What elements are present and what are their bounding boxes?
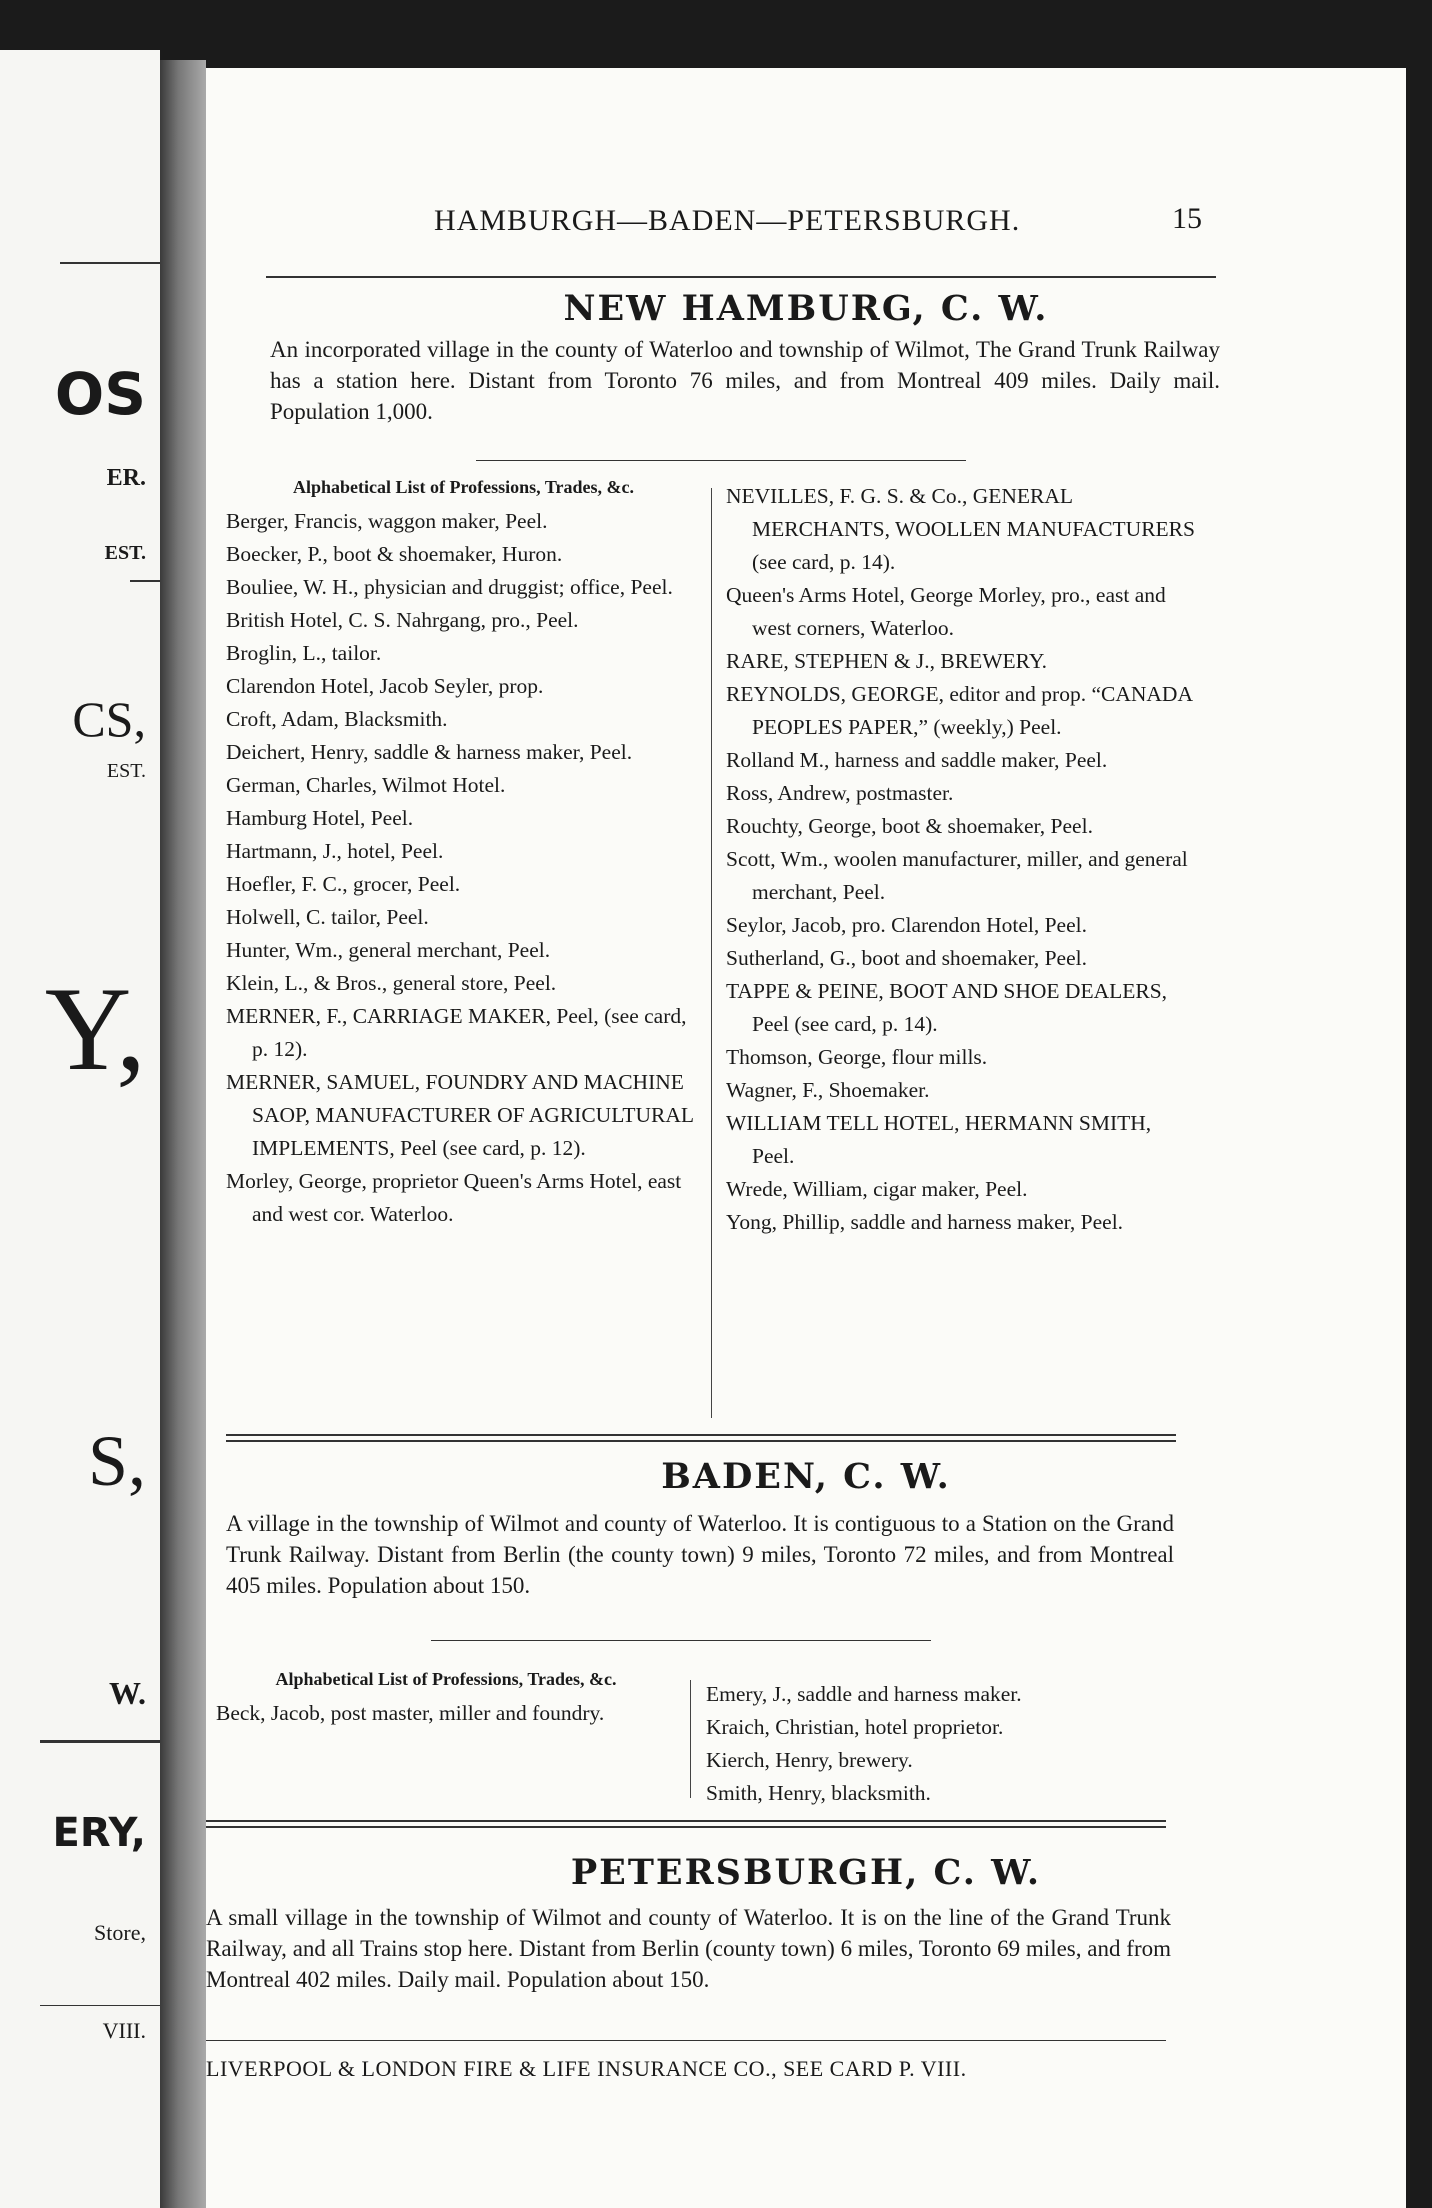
directory-entry: Holwell, C. tailor, Peel. (226, 905, 429, 929)
list-heading: Alphabetical List of Professions, Trades, &c. (293, 477, 634, 497)
directory-entry: Sutherland, G., boot and shoemaker, Peel. (726, 946, 1087, 970)
directory-entry: Beck, Jacob, post master, miller and foundry. (216, 1701, 605, 1725)
section-rule (476, 460, 966, 461)
left-fragment: OS (54, 360, 146, 428)
directory-entry: Emery, J., saddle and harness maker. (706, 1682, 1022, 1706)
new-hamburg-right-column (726, 480, 1196, 1239)
left-fragment: ER. (106, 465, 146, 491)
directory-entry: NEVILLES, F. G. S. & Co., GENERAL MERCHANTS, WOOLLEN MANUFACTURERS (see card, p. 14). (726, 484, 1195, 574)
directory-entry: German, Charles, Wilmot Hotel. (226, 773, 506, 797)
baden-left-column (216, 1668, 676, 1730)
directory-entry: Wrede, William, cigar maker, Peel. (726, 1177, 1028, 1201)
directory-entry: Thomson, George, flour mills. (726, 1045, 988, 1069)
directory-entry: Smith, Henry, blacksmith. (706, 1781, 931, 1805)
left-fragment: ERY, (52, 1810, 146, 1856)
left-page-rule (130, 580, 160, 582)
directory-entry: Broglin, L., tailor. (226, 641, 382, 665)
section-divider (206, 1820, 1166, 1828)
directory-entry: Kierch, Henry, brewery. (706, 1748, 913, 1772)
directory-entry: Deichert, Henry, saddle & harness maker, Peel. (226, 740, 633, 764)
directory-entry: Wagner, F., Shoemaker. (726, 1078, 930, 1102)
directory-entry: Berger, Francis, waggon maker, Peel. (226, 509, 548, 533)
list-heading: Alphabetical List of Professions, Trades, &c. (275, 1669, 617, 1689)
section-divider (226, 1434, 1176, 1442)
directory-entry: WILLIAM TELL HOTEL, HERMANN SMITH, Peel. (726, 1111, 1152, 1168)
footer-rule (206, 2040, 1166, 2041)
left-fragment: VIII. (102, 2018, 146, 2043)
directory-entry: Bouliee, W. H., physician and druggist; office, Peel. (226, 575, 673, 599)
directory-entry: MERNER, SAMUEL, FOUNDRY AND MACHINE SAOP, MANUFACTURER OF AGRICULTURAL IMPLEMENTS, Peel (see card, p. 12). (226, 1070, 694, 1160)
directory-entry: Croft, Adam, Blacksmith. (226, 707, 448, 731)
directory-entry: Rolland M., harness and saddle maker, Peel. (726, 748, 1108, 772)
directory-entry: British Hotel, C. S. Nahrgang, pro., Peel. (226, 608, 579, 632)
section-title-petersburgh: PETERSBURGH, C. W. (570, 1852, 1042, 1893)
directory-entry: Ross, Andrew, postmaster. (726, 781, 954, 805)
directory-page (206, 68, 1406, 2208)
column-divider (711, 488, 712, 1418)
section-rule (431, 1640, 931, 1641)
left-fragment: Y, (44, 962, 146, 1095)
left-fragment: EST. (106, 760, 146, 782)
left-fragment: W. (108, 1675, 146, 1711)
directory-entry: RARE, STEPHEN & J., BREWERY. (726, 649, 1047, 673)
directory-entry: Scott, Wm., woolen manufacturer, miller, and general merchant, Peel. (726, 847, 1188, 904)
left-page-rule (40, 2005, 160, 2006)
directory-entry: Clarendon Hotel, Jacob Seyler, prop. (226, 674, 544, 698)
left-page-rule (60, 262, 160, 264)
directory-entry: Hoefler, F. C., grocer, Peel. (226, 872, 461, 896)
directory-entry: Hartmann, J., hotel, Peel. (226, 839, 444, 863)
left-fragment: S, (87, 1421, 146, 1501)
left-page-strip (0, 50, 160, 2208)
section-intro-baden: A village in the township of Wilmot and county of Waterloo. It is contiguous to a Station on the Grand Trunk Railway. Distant from Berlin (the county town) 9 miles, Toronto 72 miles, and from Montreal 405 miles. Population about 150. (226, 1511, 1174, 1598)
directory-entry: TAPPE & PEINE, BOOT AND SHOE DEALERS, Peel (see card, p. 14). (726, 979, 1168, 1036)
left-fragment: EST. (104, 542, 146, 564)
directory-entry: Seylor, Jacob, pro. Clarendon Hotel, Peel. (726, 913, 1087, 937)
directory-entry: Rouchty, George, boot & shoemaker, Peel. (726, 814, 1093, 838)
section-title-baden: BADEN, C. W. (661, 1456, 951, 1497)
page-gutter (160, 60, 206, 2208)
left-fragment: Store, (94, 1920, 146, 1945)
directory-entry: Klein, L., & Bros., general store, Peel. (226, 971, 557, 995)
column-divider (690, 1680, 691, 1798)
directory-entry: Kraich, Christian, hotel proprietor. (706, 1715, 1004, 1739)
directory-entry: Morley, George, proprietor Queen's Arms Hotel, east and west cor. Waterloo. (226, 1169, 682, 1226)
directory-entry: REYNOLDS, GEORGE, editor and prop. “CANADA PEOPLES PAPER,” (weekly,) Peel. (726, 682, 1192, 739)
footer-advertisement: LIVERPOOL & LONDON FIRE & LIFE INSURANCE CO., SEE CARD P. VIII. (206, 2056, 967, 2081)
directory-entry: Queen's Arms Hotel, George Morley, pro., east and west corners, Waterloo. (726, 583, 1166, 640)
header-rule (266, 276, 1216, 278)
section-title-new-hamburg: NEW HAMBURG, C. W. (563, 288, 1049, 329)
directory-entry: Yong, Phillip, saddle and harness maker, Peel. (726, 1210, 1124, 1234)
directory-entry: Boecker, P., boot & shoemaker, Huron. (226, 542, 563, 566)
left-page-rule (40, 1740, 160, 1743)
running-head: HAMBURGH—BADEN—PETERSBURGH. (434, 204, 1021, 237)
directory-entry: MERNER, F., CARRIAGE MAKER, Peel, (see card, p. 12). (226, 1004, 687, 1061)
directory-entry: Hamburg Hotel, Peel. (226, 806, 414, 830)
page-number: 15 (1172, 202, 1202, 235)
baden-right-column (706, 1678, 1186, 1810)
section-intro-petersburgh: A small village in the township of Wilmot and county of Waterloo. It is on the line of the Grand Trunk Railway, and all Trains stop here. Distant from Berlin (county town) 6 miles, Toronto 69 miles, and from Montreal 402 miles. Daily mail. Population about 150. (206, 1905, 1171, 1992)
directory-entry: Hunter, Wm., general merchant, Peel. (226, 938, 551, 962)
section-intro-new-hamburg: An incorporated village in the county of Waterloo and township of Wilmot, The Grand Trunk Railway has a station here. Distant from Toronto 76 miles, and from Montreal 409 miles. Daily mail. Population 1,000. (270, 337, 1220, 424)
new-hamburg-left-column (226, 476, 701, 1231)
left-fragment: CS, (72, 691, 146, 747)
